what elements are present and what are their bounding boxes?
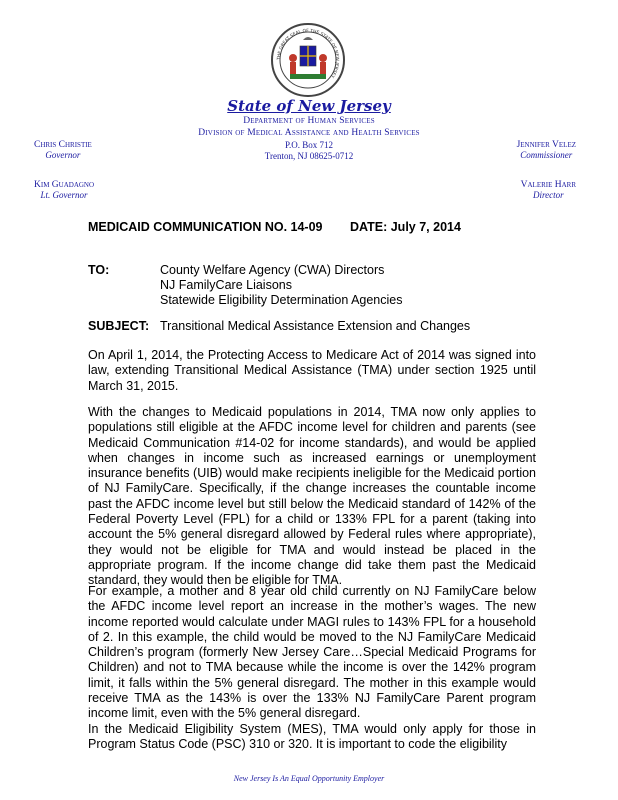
division-name: Division of Medical Assistance and Health Services	[198, 128, 420, 138]
recipient-list	[160, 263, 403, 308]
governor-title: Governor	[45, 150, 81, 160]
body-paragraph: With the changes to Medicaid populations in 2014, TMA now only applies to populations still eligible at the AFDC income level for children and parents (see Medicaid Communication #14-02 for income standards), and would be applied when changes in income such as increased earnings or unemployment insurance benefits (UIB) would make recipients ineligible for the Medicaid portion of NJ FamilyCare. Specifically, if the change increases the countable income past the AFDC income level but still below the Medicaid standard of 142% of the Federal Poverty Level (FPL) for a child or 133% FPL for a parent (taking into account the 5% general disregard allowed by Federal rules where appropriate), they would not be eligible for TMA and would instead be placed in the appropriate program. If the income change did take them past the Medicaid standard, they would then be eligible for TMA.	[88, 405, 536, 588]
recipient-line: Statewide Eligibility Determination Agencies	[160, 293, 403, 307]
lt-governor-name: Kim Guadagno	[34, 180, 95, 190]
body-paragraph: For example, a mother and 8 year old child currently on NJ FamilyCare below the AFDC income level report an increase in the mother’s wages. The new income reported would calculate under MAGI rules to 143% FPL for a household of 2. In this example, the child would be moved to the NJ FamilyCare Medicaid Children’s program (formerly New Jersey Care…Special Medicaid Programs for Children) and not to TMA because while the income is over the 142% program limit, it falls within the 5% general disregard. The mother in this example would receive TMA as the 143% is over the 133% NJ FamilyCare Parent program income limit, even with the 5% general disregard.	[88, 584, 536, 721]
communication-number: MEDICAID COMMUNICATION NO. 14-09	[88, 220, 323, 234]
department-name: Department of Human Services	[243, 116, 375, 126]
state-seal-icon	[270, 22, 346, 98]
lt-governor-block	[34, 180, 94, 200]
state-title: State of New Jersey	[227, 97, 391, 115]
seal-ring-text: THE GREAT SEAL OF THE STATE OF NEW JERSEY	[276, 28, 340, 79]
commissioner-name: Jennifer Velez	[516, 140, 576, 150]
governor-name: Chris Christie	[34, 140, 92, 150]
body-paragraph: In the Medicaid Eligibility System (MES), TMA would only apply for those in Program Status Code (PSC) 310 or 320. It is important to code the eligibility	[88, 722, 536, 752]
director-block	[521, 180, 576, 200]
body-paragraph: On April 1, 2014, the Protecting Access to Medicare Act of 2014 was signed into law, extending Transitional Medical Assistance (TMA) under section 1925 until March 31, 2015.	[88, 348, 536, 393]
to-label: TO:	[88, 263, 110, 277]
commissioner-block	[517, 140, 576, 160]
recipient-line: NJ FamilyCare Liaisons	[160, 278, 292, 292]
po-box: P.O. Box 712	[284, 140, 333, 150]
governor-block	[34, 140, 92, 160]
footer-equal-opportunity: New Jersey Is An Equal Opportunity Employer	[233, 774, 385, 783]
recipient-line: County Welfare Agency (CWA) Directors	[160, 263, 385, 277]
director-name: Valerie Harr	[520, 180, 576, 190]
commissioner-title: Commissioner	[520, 150, 573, 160]
city-address: Trenton, NJ 08625-0712	[264, 151, 354, 161]
subject-label: SUBJECT:	[88, 319, 150, 333]
subject-text: Transitional Medical Assistance Extension and Changes	[160, 319, 471, 333]
lt-governor-title: Lt. Governor	[40, 190, 88, 200]
memo-date: DATE: July 7, 2014	[350, 220, 461, 234]
director-title: Director	[532, 190, 564, 200]
